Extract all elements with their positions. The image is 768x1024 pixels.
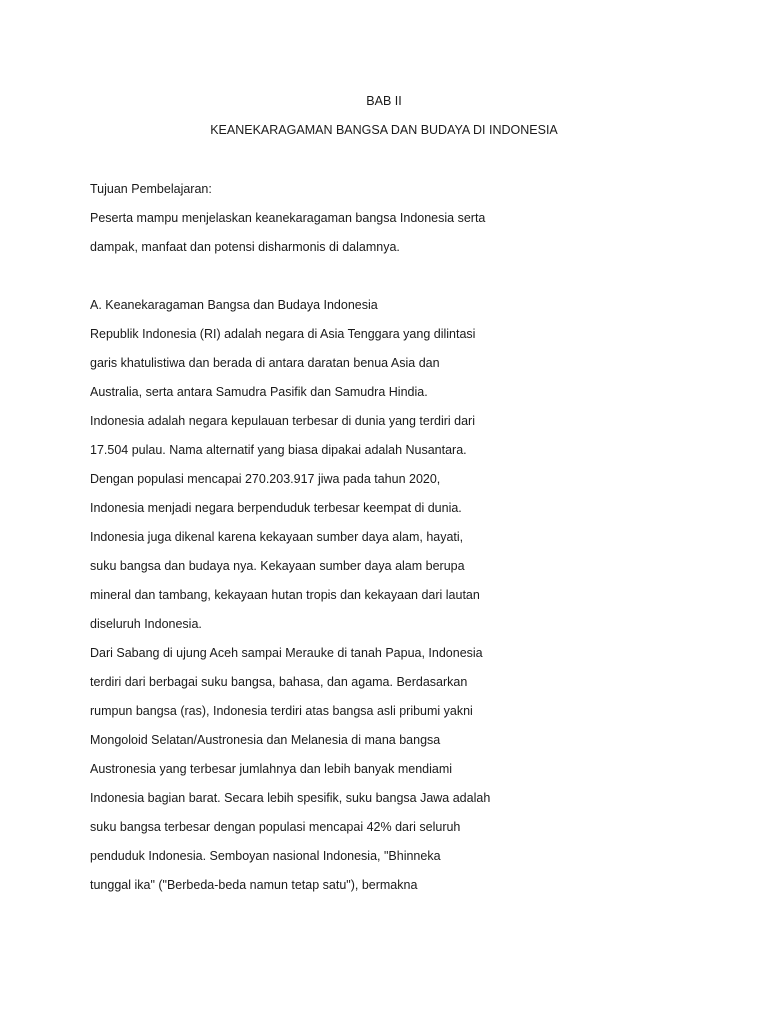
paragraph-line: Indonesia juga dikenal karena kekayaan sumber daya alam, hayati, <box>90 530 464 544</box>
paragraph-line: penduduk Indonesia. Semboyan nasional Indonesia, "Bhinneka <box>90 849 441 863</box>
paragraph-line: suku bangsa terbesar dengan populasi mencapai 42% dari seluruh <box>90 820 461 834</box>
paragraph-line: Indonesia bagian barat. Secara lebih spesifik, suku bangsa Jawa adalah <box>90 791 491 805</box>
objectives-heading: Tujuan Pembelajaran: <box>90 182 212 196</box>
paragraph-line: Dari Sabang di ujung Aceh sampai Merauke di tanah Papua, Indonesia <box>90 646 483 660</box>
paragraph-line: diseluruh Indonesia. <box>90 617 202 631</box>
paragraph-line: garis khatulistiwa dan berada di antara daratan benua Asia dan <box>90 356 440 370</box>
paragraph-line: Mongoloid Selatan/Austronesia dan Melanesia di mana bangsa <box>90 733 441 747</box>
paragraph-line: Australia, serta antara Samudra Pasifik dan Samudra Hindia. <box>90 385 428 399</box>
paragraph-line: tunggal ika" ("Berbeda-beda namun tetap satu"), bermakna <box>90 878 418 892</box>
objectives-line: dampak, manfaat dan potensi disharmonis di dalamnya. <box>90 240 400 254</box>
paragraph-line: mineral dan tambang, kekayaan hutan tropis dan kekayaan dari lautan <box>90 588 480 602</box>
section-a <box>90 297 730 906</box>
paragraph-line: suku bangsa dan budaya nya. Kekayaan sumber daya alam berupa <box>90 559 465 573</box>
paragraph-line: Republik Indonesia (RI) adalah negara di Asia Tenggara yang dilintasi <box>90 327 476 341</box>
objectives-section <box>90 181 730 268</box>
paragraph-line: 17.504 pulau. Nama alternatif yang biasa dipakai adalah Nusantara. <box>90 443 467 457</box>
paragraph-line: Indonesia adalah negara kepulauan terbesar di dunia yang terdiri dari <box>90 414 475 428</box>
paragraph-line: terdiri dari berbagai suku bangsa, bahasa, dan agama. Berdasarkan <box>90 675 468 689</box>
section-a-heading: A. Keanekaragaman Bangsa dan Budaya Indonesia <box>90 298 378 312</box>
paragraph-line: rumpun bangsa (ras), Indonesia terdiri atas bangsa asli pribumi yakni <box>90 704 473 718</box>
objectives-line: Peserta mampu menjelaskan keanekaragaman bangsa Indonesia serta <box>90 211 486 225</box>
paragraph-line: Austronesia yang terbesar jumlahnya dan lebih banyak mendiami <box>90 762 453 776</box>
paragraph-line: Dengan populasi mencapai 270.203.917 jiwa pada tahun 2020, <box>90 472 441 486</box>
chapter-label: BAB II <box>366 94 402 108</box>
paragraph-line: Indonesia menjadi negara berpenduduk terbesar keempat di dunia. <box>90 501 462 515</box>
page-title: KEANEKARAGAMAN BANGSA DAN BUDAYA DI INDONESIA <box>210 123 558 137</box>
